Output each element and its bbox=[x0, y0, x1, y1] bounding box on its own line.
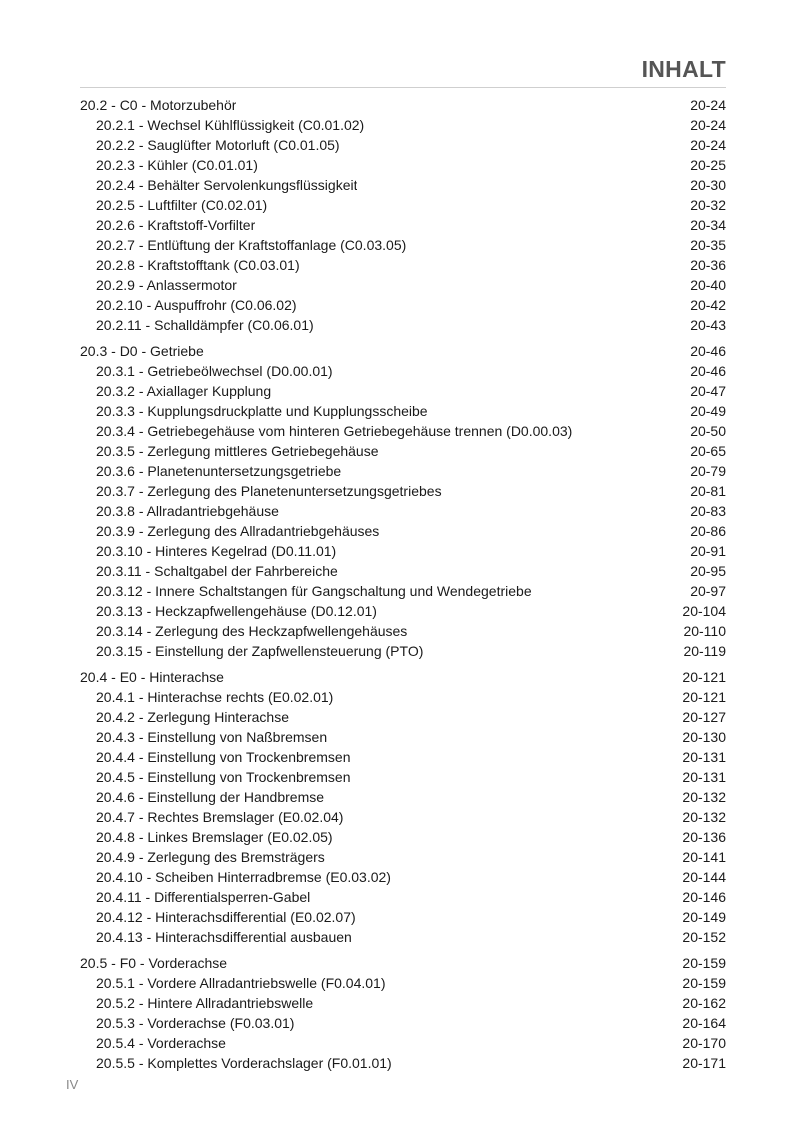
toc-page-number: 20-127 bbox=[682, 709, 726, 725]
toc-page-number: 20-131 bbox=[682, 769, 726, 785]
toc-entry bbox=[80, 255, 726, 275]
toc-entry bbox=[80, 807, 726, 827]
toc-page-number: 20-136 bbox=[682, 829, 726, 845]
toc-page-number: 20-152 bbox=[682, 929, 726, 945]
toc-page-number: 20-79 bbox=[690, 463, 726, 479]
toc-page-number: 20-95 bbox=[690, 563, 726, 579]
toc-page-number: 20-86 bbox=[690, 523, 726, 539]
toc-entry bbox=[80, 767, 726, 787]
toc-entry bbox=[80, 993, 726, 1013]
toc-page-number: 20-83 bbox=[690, 503, 726, 519]
toc-section bbox=[80, 667, 726, 947]
toc-section-heading bbox=[80, 667, 726, 687]
toc-entry bbox=[80, 501, 726, 521]
toc-page-number: 20-24 bbox=[690, 97, 726, 113]
toc-entry bbox=[80, 401, 726, 421]
toc-entry-title: 20.2.10 - Auspuffrohr (C0.06.02) bbox=[96, 297, 297, 313]
toc-entry bbox=[80, 441, 726, 461]
toc-page-number: 20-130 bbox=[682, 729, 726, 745]
toc-entry bbox=[80, 135, 726, 155]
toc-page-number: 20-43 bbox=[690, 317, 726, 333]
toc-entry bbox=[80, 175, 726, 195]
toc-entry bbox=[80, 727, 726, 747]
toc-entry bbox=[80, 601, 726, 621]
toc-page-number: 20-159 bbox=[682, 955, 726, 971]
toc-page-number: 20-50 bbox=[690, 423, 726, 439]
toc-entry bbox=[80, 927, 726, 947]
toc-entry bbox=[80, 907, 726, 927]
toc-entry bbox=[80, 1053, 726, 1073]
toc-page-number: 20-132 bbox=[682, 809, 726, 825]
toc-page-number: 20-81 bbox=[690, 483, 726, 499]
toc-entry bbox=[80, 621, 726, 641]
toc-entry bbox=[80, 115, 726, 135]
toc-page-number: 20-144 bbox=[682, 869, 726, 885]
toc-page-number: 20-97 bbox=[690, 583, 726, 599]
toc-entry-title: 20.2.4 - Behälter Servolenkungsflüssigkeit bbox=[96, 177, 358, 193]
toc-page-number: 20-121 bbox=[682, 669, 726, 685]
toc-entry bbox=[80, 541, 726, 561]
toc-page-number: 20-40 bbox=[690, 277, 726, 293]
toc-entry-title: 20.3.15 - Einstellung der Zapfwellensteuerung (PTO) bbox=[96, 643, 424, 659]
toc-entry-title: 20.5.2 - Hintere Allradantriebswelle bbox=[96, 995, 314, 1011]
toc-page-number: 20-47 bbox=[690, 383, 726, 399]
toc-entry-title: 20.4.10 - Scheiben Hinterradbremse (E0.03.02) bbox=[96, 869, 391, 885]
toc-entry bbox=[80, 195, 726, 215]
toc-page-number: 20-164 bbox=[682, 1015, 726, 1031]
toc-entry-title: 20.5.5 - Komplettes Vorderachslager (F0.01.01) bbox=[96, 1055, 392, 1071]
toc-entry-title: 20.2.3 - Kühler (C0.01.01) bbox=[96, 157, 258, 173]
toc-page-number: 20-110 bbox=[683, 623, 726, 639]
toc-entry-title: 20.2.9 - Anlassermotor bbox=[96, 277, 237, 293]
toc-entry-title: 20.3.10 - Hinteres Kegelrad (D0.11.01) bbox=[96, 543, 337, 559]
toc-entry-title: 20.4.1 - Hinterachse rechts (E0.02.01) bbox=[96, 689, 334, 705]
toc-entry bbox=[80, 641, 726, 661]
toc-page-number: 20-146 bbox=[682, 889, 726, 905]
toc-entry bbox=[80, 787, 726, 807]
toc-entry bbox=[80, 361, 726, 381]
toc-page-number: 20-35 bbox=[690, 237, 726, 253]
toc-entry bbox=[80, 421, 726, 441]
toc-entry-title: 20.2.1 - Wechsel Kühlflüssigkeit (C0.01.02) bbox=[96, 117, 365, 133]
toc-page-number: 20-24 bbox=[690, 137, 726, 153]
toc-entry-title: 20.2.2 - Sauglüfter Motorluft (C0.01.05) bbox=[96, 137, 340, 153]
toc-page-number: 20-34 bbox=[690, 217, 726, 233]
toc-entry-title: 20.5.1 - Vordere Allradantriebswelle (F0.04.01) bbox=[96, 975, 386, 991]
toc-entry-title: 20.3.11 - Schaltgabel der Fahrbereiche bbox=[96, 563, 338, 579]
toc-entry bbox=[80, 235, 726, 255]
toc-entry bbox=[80, 521, 726, 541]
toc-page-number: 20-170 bbox=[682, 1035, 726, 1051]
toc-page-number: 20-159 bbox=[682, 975, 726, 991]
toc-entry-title: 20.4.4 - Einstellung von Trockenbremsen bbox=[96, 749, 351, 765]
toc-entry bbox=[80, 481, 726, 501]
toc-section bbox=[80, 95, 726, 335]
toc-entry-title: 20.3.13 - Heckzapfwellengehäuse (D0.12.01) bbox=[96, 603, 377, 619]
toc-page-number: 20-119 bbox=[683, 643, 726, 659]
toc-page-number: 20-132 bbox=[682, 789, 726, 805]
toc-entry-title: 20.3.3 - Kupplungsdruckplatte und Kupplungsscheibe bbox=[96, 403, 428, 419]
toc-entry bbox=[80, 747, 726, 767]
toc-entry-title: 20.2.5 - Luftfilter (C0.02.01) bbox=[96, 197, 268, 213]
toc-entry-title: 20.4.13 - Hinterachsdifferential ausbauen bbox=[96, 929, 352, 945]
toc-section-heading bbox=[80, 95, 726, 115]
toc-entry bbox=[80, 707, 726, 727]
toc-page-number: 20-25 bbox=[690, 157, 726, 173]
toc-page-number: 20-32 bbox=[690, 197, 726, 213]
toc-entry-title: 20.3.9 - Zerlegung des Allradantriebgehäuses bbox=[96, 523, 380, 539]
toc-page-number: 20-30 bbox=[690, 177, 726, 193]
toc-entry-title: 20.4.12 - Hinterachsdifferential (E0.02.07) bbox=[96, 909, 356, 925]
toc-entry-title: 20.2.11 - Schalldämpfer (C0.06.01) bbox=[96, 317, 314, 333]
toc-entry bbox=[80, 847, 726, 867]
header-divider bbox=[80, 87, 726, 88]
toc-entry-title: 20.2.7 - Entlüftung der Kraftstoffanlage (C0.03.05) bbox=[96, 237, 407, 253]
toc-entry-title: 20.4.6 - Einstellung der Handbremse bbox=[96, 789, 325, 805]
toc-section-title: 20.4 - E0 - Hinterachse bbox=[80, 669, 224, 685]
toc-entry-title: 20.3.8 - Allradantriebgehäuse bbox=[96, 503, 279, 519]
toc-entry bbox=[80, 561, 726, 581]
toc-entry-title: 20.3.5 - Zerlegung mittleres Getriebegehäuse bbox=[96, 443, 379, 459]
toc-entry bbox=[80, 315, 726, 335]
toc-page-number: 20-46 bbox=[690, 363, 726, 379]
toc-page-number: 20-36 bbox=[690, 257, 726, 273]
page-title: INHALT bbox=[641, 56, 726, 82]
toc-section-title: 20.3 - D0 - Getriebe bbox=[80, 343, 204, 359]
toc-entry-title: 20.3.4 - Getriebegehäuse vom hinteren Getriebegehäuse trennen (D0.00.03) bbox=[96, 423, 573, 439]
toc-page-number: 20-49 bbox=[690, 403, 726, 419]
toc-section bbox=[80, 341, 726, 661]
toc-page-number: 20-91 bbox=[690, 543, 726, 559]
toc-entry-title: 20.4.3 - Einstellung von Naßbremsen bbox=[96, 729, 328, 745]
toc-section-title: 20.5 - F0 - Vorderachse bbox=[80, 955, 228, 971]
toc-entry-title: 20.5.3 - Vorderachse (F0.03.01) bbox=[96, 1015, 295, 1031]
toc-section-title: 20.2 - C0 - Motorzubehör bbox=[80, 97, 237, 113]
toc-page-number: 20-131 bbox=[682, 749, 726, 765]
toc-page-number: 20-46 bbox=[690, 343, 726, 359]
toc-entry-title: 20.4.8 - Linkes Bremslager (E0.02.05) bbox=[96, 829, 333, 845]
toc-entry-title: 20.3.7 - Zerlegung des Planetenuntersetzungsgetriebes bbox=[96, 483, 442, 499]
toc-entry-title: 20.4.5 - Einstellung von Trockenbremsen bbox=[96, 769, 351, 785]
toc-page-number: 20-65 bbox=[690, 443, 726, 459]
toc-page-number: 20-171 bbox=[682, 1055, 726, 1071]
table-of-contents bbox=[80, 95, 726, 1079]
toc-entry-title: 20.4.2 - Zerlegung Hinterachse bbox=[96, 709, 289, 725]
toc-section bbox=[80, 953, 726, 1073]
toc-entry-title: 20.3.6 - Planetenuntersetzungsgetriebe bbox=[96, 463, 342, 479]
toc-entry-title: 20.3.12 - Innere Schaltstangen für Gangschaltung und Wendegetriebe bbox=[96, 583, 532, 599]
toc-entry-title: 20.3.2 - Axiallager Kupplung bbox=[96, 383, 272, 399]
toc-entry-title: 20.4.7 - Rechtes Bremslager (E0.02.04) bbox=[96, 809, 344, 825]
toc-entry bbox=[80, 381, 726, 401]
toc-entry bbox=[80, 827, 726, 847]
toc-entry bbox=[80, 973, 726, 993]
toc-entry bbox=[80, 581, 726, 601]
toc-section-heading bbox=[80, 953, 726, 973]
toc-entry bbox=[80, 867, 726, 887]
toc-entry-title: 20.3.14 - Zerlegung des Heckzapfwellengehäuses bbox=[96, 623, 408, 639]
toc-page-number: 20-104 bbox=[682, 603, 726, 619]
toc-entry-title: 20.2.8 - Kraftstofftank (C0.03.01) bbox=[96, 257, 300, 273]
toc-entry bbox=[80, 1013, 726, 1033]
toc-entry-title: 20.5.4 - Vorderachse bbox=[96, 1035, 226, 1051]
toc-page-number: 20-162 bbox=[682, 995, 726, 1011]
toc-entry bbox=[80, 1033, 726, 1053]
toc-page-number: 20-42 bbox=[690, 297, 726, 313]
page-number: IV bbox=[66, 1077, 79, 1092]
toc-entry-title: 20.2.6 - Kraftstoff-Vorfilter bbox=[96, 217, 256, 233]
toc-entry-title: 20.3.1 - Getriebeölwechsel (D0.00.01) bbox=[96, 363, 333, 379]
toc-entry bbox=[80, 687, 726, 707]
toc-entry bbox=[80, 295, 726, 315]
toc-entry-title: 20.4.9 - Zerlegung des Bremsträgers bbox=[96, 849, 325, 865]
toc-page-number: 20-149 bbox=[682, 909, 726, 925]
toc-page-number: 20-24 bbox=[690, 117, 726, 133]
toc-entry bbox=[80, 215, 726, 235]
toc-section-heading bbox=[80, 341, 726, 361]
toc-entry bbox=[80, 887, 726, 907]
toc-entry bbox=[80, 461, 726, 481]
toc-page-number: 20-141 bbox=[682, 849, 726, 865]
toc-entry bbox=[80, 155, 726, 175]
toc-page-number: 20-121 bbox=[682, 689, 726, 705]
toc-entry bbox=[80, 275, 726, 295]
toc-entry-title: 20.4.11 - Differentialsperren-Gabel bbox=[96, 889, 311, 905]
